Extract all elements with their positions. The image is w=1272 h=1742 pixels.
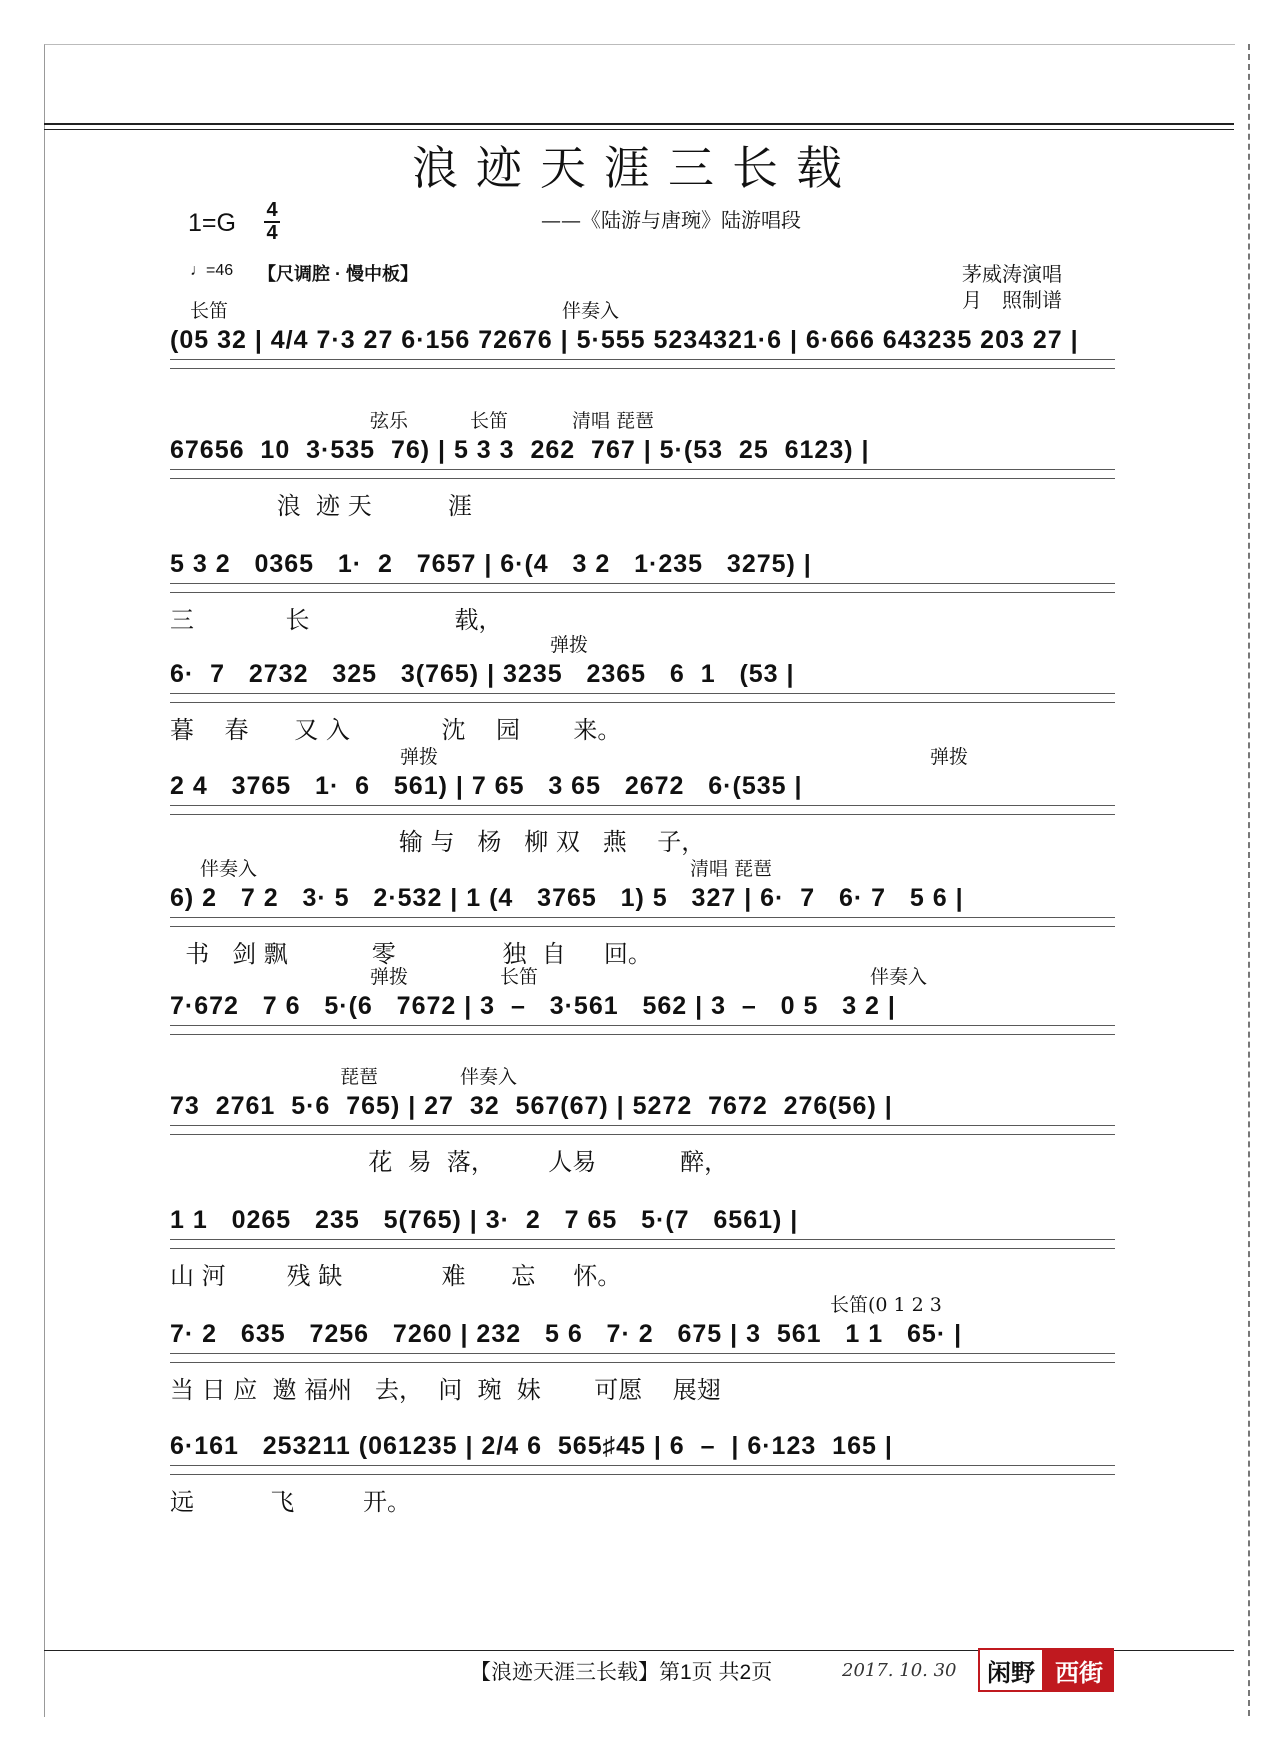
time-signature xyxy=(264,201,280,243)
style-mark: 【尺调腔 · 慢中板】 xyxy=(258,264,418,284)
lyric-text: 山 河 残 缺 难 忘 怀。 xyxy=(170,1262,622,1290)
page-subtitle: ——《陆游与唐琬》陆游唱段 xyxy=(541,208,801,232)
beam-underline xyxy=(170,693,1115,703)
instrument-direction: 弹拨 xyxy=(550,634,589,656)
beam-underline xyxy=(170,469,1115,479)
score-line xyxy=(170,854,1115,966)
beam-underline xyxy=(170,805,1115,815)
notation-text: 5 3 2 0365 1· 2 7657 | 6·(4 3 2 1·235 3275) | xyxy=(170,550,812,578)
lyric-text: 书 剑 飘 零 独 自 回。 xyxy=(170,940,652,968)
lyric-text: 三 长 载， xyxy=(170,606,503,634)
lyric-text: 浪 迹 天 涯 xyxy=(170,492,472,520)
instrument-direction: 长笛 xyxy=(190,300,229,322)
instrument-direction: 弹拨 xyxy=(400,746,439,768)
singer-credit: 茅威涛演唱 xyxy=(962,264,1062,286)
instrument-direction: 伴奏入 xyxy=(460,1066,518,1088)
brand-logo xyxy=(978,1648,1114,1692)
header-rule-thin xyxy=(44,129,1234,130)
notation-text: 2 4 3765 1· 6 561) | 7 65 3 65 2672 6·(535 | xyxy=(170,772,803,800)
instrument-direction: 长笛 xyxy=(500,966,539,988)
score-line xyxy=(170,1062,1115,1174)
lyric-text: 花 易 落， 人易 醉， xyxy=(170,1148,729,1176)
meter-top: 4 xyxy=(266,199,278,221)
notation-text: 67656 10 3·535 76) | 5 3 3 262 767 | 5·(53 25 6123) | xyxy=(170,436,870,464)
instrument-direction: 琵琶 xyxy=(340,1066,379,1088)
score-line xyxy=(170,742,1115,854)
lyric-text: 输 与 杨 柳 双 燕 子， xyxy=(170,828,706,856)
lyric-text: 远 飞 开。 xyxy=(170,1488,411,1516)
notation-text: 6·161 253211 (061235 | 2/4 6 565♯45 | 6 – | 6·123 165 | xyxy=(170,1432,893,1460)
score-line xyxy=(170,520,1115,632)
score-line xyxy=(170,1176,1115,1288)
score-line xyxy=(170,962,1115,1074)
score-line xyxy=(170,1402,1115,1514)
torn-edge xyxy=(1236,44,1250,1716)
instrument-direction: 弦乐 xyxy=(370,410,409,432)
score-line xyxy=(170,296,1115,408)
instrument-direction: 清唱 琵琶 xyxy=(690,858,773,880)
instrument-direction: 清唱 琵琶 xyxy=(572,410,655,432)
footer-page-info: 【浪迹天涯三长载】第1页 共2页 xyxy=(470,1661,773,1684)
score-line xyxy=(170,406,1115,518)
beam-underline xyxy=(170,1465,1115,1475)
instrument-direction: 伴奏入 xyxy=(870,966,928,988)
beam-underline xyxy=(170,1239,1115,1249)
logo-left: 闲野 xyxy=(978,1648,1044,1692)
beam-underline xyxy=(170,1125,1115,1135)
beam-underline xyxy=(170,1025,1115,1035)
key-signature: 1=G xyxy=(188,209,236,237)
meter-bottom: 4 xyxy=(266,222,278,244)
page-title: 浪迹天涯三长载 xyxy=(412,141,860,195)
beam-underline xyxy=(170,1353,1115,1363)
notation-text: 73 2761 5·6 765) | 27 32 567(67) | 5272 7672 276(56) | xyxy=(170,1092,893,1120)
instrument-direction: 长笛 xyxy=(470,410,509,432)
instrument-direction: 弹拨 xyxy=(930,746,969,768)
header-rule xyxy=(44,123,1234,125)
beam-underline xyxy=(170,359,1115,369)
notation-text: 6· 7 2732 325 3(765) | 3235 2365 6 1 (53 | xyxy=(170,660,795,688)
footer-date: 2017. 10. 30 xyxy=(842,1660,957,1681)
arranger-credit: 月 照制谱 xyxy=(962,290,1062,312)
score-line xyxy=(170,1290,1115,1402)
beam-underline xyxy=(170,917,1115,927)
instrument-direction: 伴奏入 xyxy=(562,300,620,322)
notation-text: 1 1 0265 235 5(765) | 3· 2 7 65 5·(7 6561) | xyxy=(170,1206,799,1234)
lyric-text: 当 日 应 邀 福州 去， 问 琬 妹 可愿 展翅 xyxy=(170,1376,721,1404)
notation-text: 6) 2 7 2 3· 5 2·532 | 1 (4 3765 1) 5 327 | 6· 7 6· 7 5 6 | xyxy=(170,884,964,912)
notation-text: 7· 2 635 7256 7260 | 232 5 6 7· 2 675 | 3 561 1 1 65· | xyxy=(170,1320,963,1348)
logo-right: 西街 xyxy=(1044,1648,1114,1692)
notation-text: 7·672 7 6 5·(6 7672 | 3 – 3·561 562 | 3 – 0 5 3 2 | xyxy=(170,992,896,1020)
instrument-direction: 伴奏入 xyxy=(200,858,258,880)
beam-underline xyxy=(170,583,1115,593)
tempo-mark: ♩=46 xyxy=(190,262,234,279)
notation-text: (05 32 | 4/4 7·3 27 6·156 72676 | 5·555 5234321·6 | 6·666 643235 203 27 | xyxy=(170,326,1079,354)
instrument-direction: 弹拨 xyxy=(370,966,409,988)
score-line xyxy=(170,630,1115,742)
lyric-text: 暮 春 又 入 沈 园 来。 xyxy=(170,716,622,744)
instrument-direction: 长笛(0 1 2 3 xyxy=(830,1294,942,1316)
